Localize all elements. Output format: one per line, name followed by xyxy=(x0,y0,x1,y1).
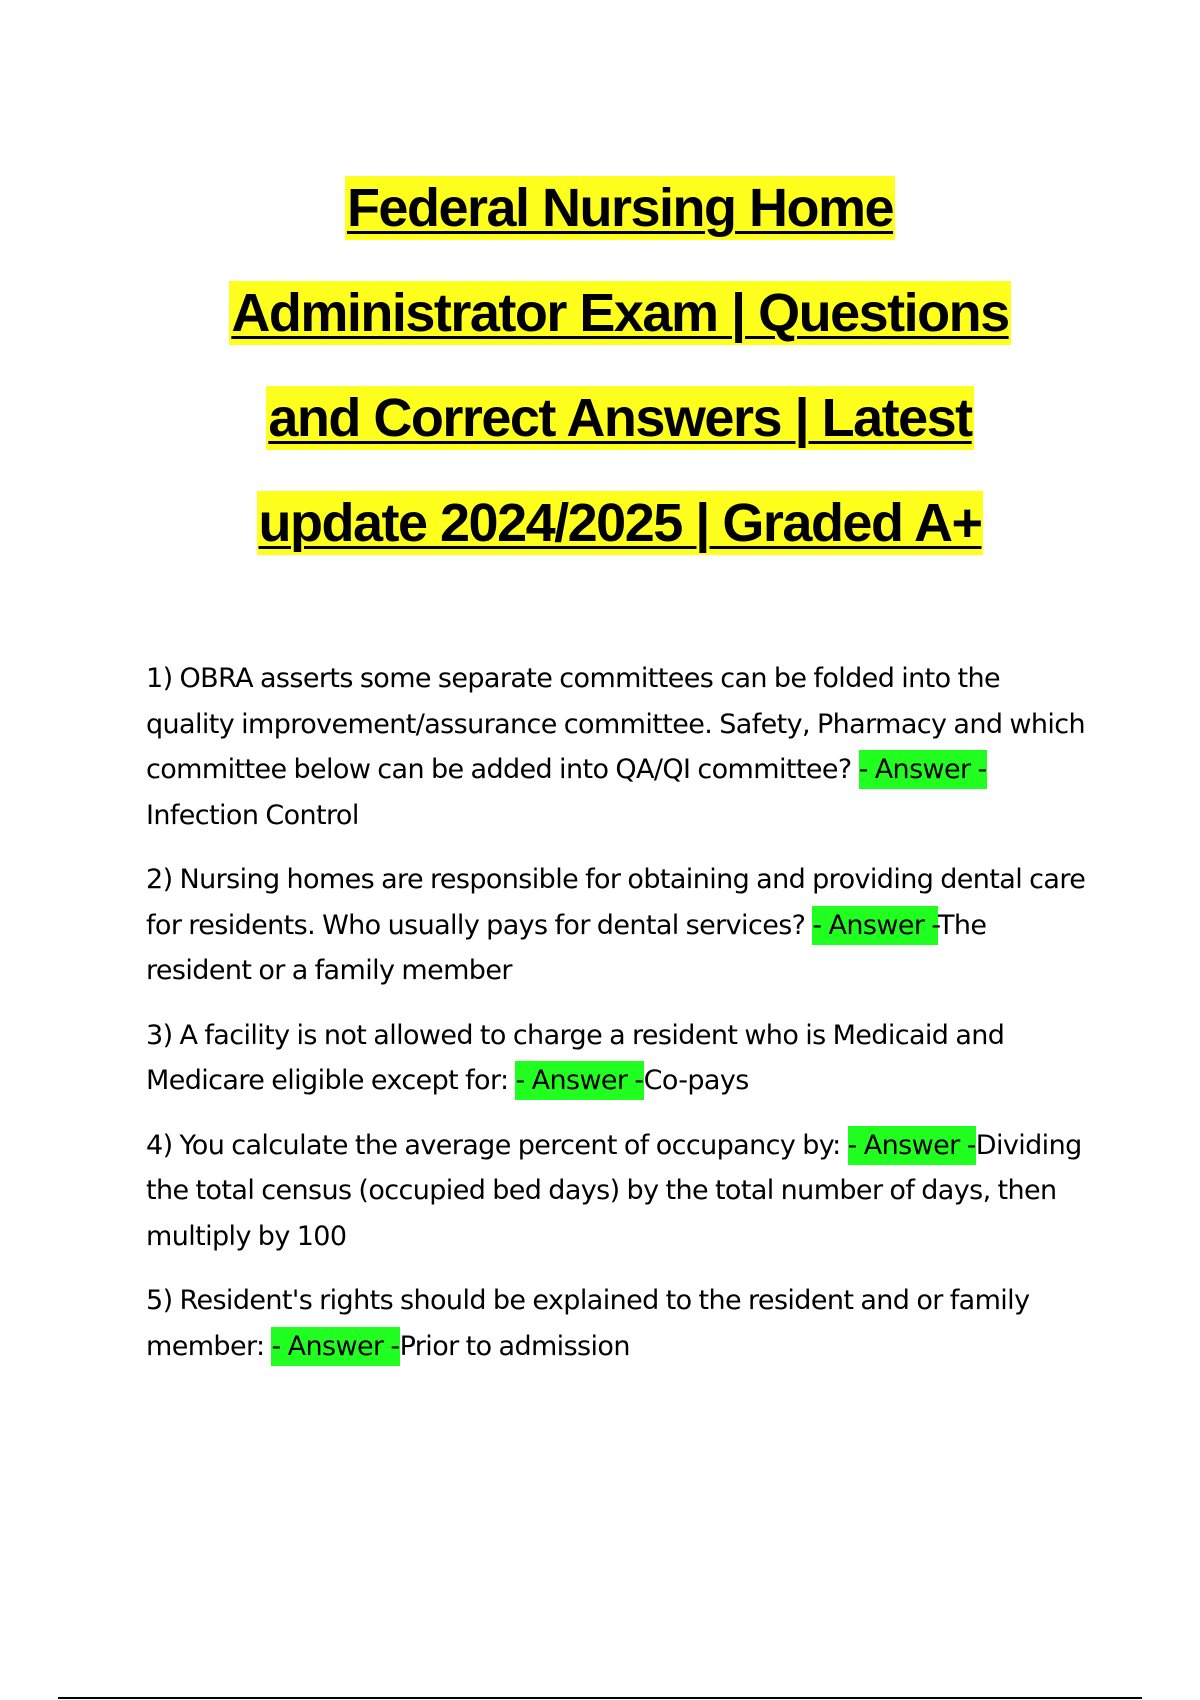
answer-marker: - Answer - xyxy=(848,1126,976,1165)
answer-marker: - Answer - xyxy=(271,1327,399,1366)
question-text: 5) Resident's rights should be explained to the resident and or family member: xyxy=(146,1285,1030,1362)
answer-text: The resident or a family member xyxy=(146,909,987,986)
title-line xyxy=(100,168,1140,248)
document-title xyxy=(100,168,1140,588)
qa-item-3 xyxy=(146,1013,1086,1104)
title-line xyxy=(100,378,1140,458)
title-line-text: Administrator Exam | Questions xyxy=(231,283,1009,343)
question-text: 4) You calculate the average percent of occupancy by: xyxy=(146,1129,848,1161)
question-text: 1) OBRA asserts some separate committees can be folded into the quality improvement/assurance committee. Safety, Pharmacy and which committee below can be added into QA/QI committee? xyxy=(146,663,1086,785)
question-text: 3) A facility is not allowed to charge a resident who is Medicaid and Medicare eligible except for: xyxy=(146,1019,1005,1096)
title-line-text: update 2024/2025 | Graded A+ xyxy=(258,493,982,553)
question-text: 2) Nursing homes are responsible for obtaining and providing dental care for residents. Who usually pays for dental services? xyxy=(146,864,1086,941)
qa-item-4 xyxy=(146,1123,1086,1260)
qa-item-2 xyxy=(146,857,1086,994)
title-line-text: Federal Nursing Home xyxy=(346,178,894,238)
answer-text: Infection Control xyxy=(146,799,359,831)
answer-text: Co-pays xyxy=(643,1065,749,1096)
answer-text: Dividing the total census (occupied bed days) by the total number of days, then multiply by 100 xyxy=(146,1129,1082,1252)
qa-item-1 xyxy=(146,656,1086,838)
footer-rule xyxy=(58,1697,1142,1699)
title-line-text: and Correct Answers | Latest xyxy=(268,388,972,448)
qa-item-5 xyxy=(146,1278,1086,1369)
title-line xyxy=(100,483,1140,563)
qa-list xyxy=(146,656,1086,1388)
answer-text: Prior to admission xyxy=(399,1330,630,1362)
answer-marker: - Answer - xyxy=(515,1061,643,1100)
answer-marker: - Answer - xyxy=(812,906,938,945)
title-line xyxy=(100,273,1140,353)
answer-marker: - Answer - xyxy=(859,750,987,789)
